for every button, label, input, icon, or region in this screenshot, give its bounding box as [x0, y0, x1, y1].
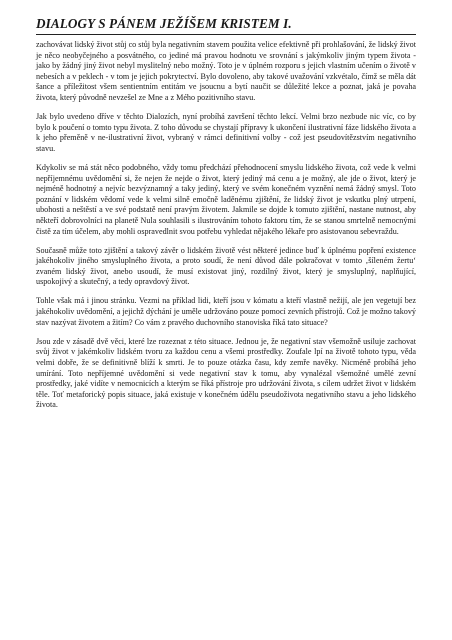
page-title: DIALOGY S PÁNEM JEŽÍŠEM KRISTEM I. [36, 16, 292, 31]
paragraph-6: Jsou zde v zásadě dvě věci, které lze rozeznat z této situace. Jednou je, že negativní stav všemožně usiluje zachovat svůj život v jakémkoliv lidském tvoru za každou cenu a všemi prostředky. Zoufale lpí na životě tohoto typu, věda velmi dobře, že se definitivně blíží k smrti. Je to pouze otázka času, kdy zemře navěky. Nicméně probíhá jeho umírání. Toto nepříjemné uvědomění si vede negativní stav k tomu, aby vynalézal všemožné umělé zevní prostředky, jaké vidíte v nemocnicích a kterým se říká přístroje pro udržování života, s cílem udržet život v lidském těle. Toť metaforický popis situace, jaká existuje v konečném údělu pseudoživota negativního stavu a jeho lidského života. [36, 336, 416, 410]
paragraph-3: Kdykoliv se má stát něco podobného, vždy tomu předchází přehodnocení smyslu lidského života, což vede k velmi nepříjemnému uvědomění si, že nejen že nejde o život, který jediný má cenu a je možný, ale jde o život, který je nejméně hodnotný a nejvíc bezvýznamný a taky jediný, který ve svém konečném vyznění nemá žádný smysl. Toto poznání v lidském vědomí vede k velmi silně emočně laděnému zjištění, že lidský život je vskutku plný utrpení, ubohosti a neštěstí a ve své podstatě není pravým životem. Jakmile se dojde k tomuto zjištění, nastane nutnost, aby někteří dobrovolníci na planetě Nula souhlasili s ilustrováním tohoto faktoru tím, že se stanou smrtelně nemocnými čistě za tím účelem, aby mohli ospravedlnit svou potřebu vyhledat nějakého lékaře pro asistovanou sebevraždu. [36, 162, 416, 236]
paragraph-1: zachovávat lidský život stůj co stůj byla negativním stavem použita velice efektivně při prohlašování, že lidský život je něco neobyčejného a posvátného, co jediné má pravou hodnotu ve srovnání s jakýmkoliv jiným typem života - jako by žádný jiný život nebyl myslitelný nebo možný. Toto je v úplném rozporu s jejich vlastním učením o životě v nebesích a v peklech - v tom je jejich pokrytectví. Bylo dovoleno, aby takové uvažování vzkvétalo, čímž se měla dát šance a příležitost všem sentientním entitám ve jsoucnu a bytí naučit se důležité lekce a poznat, jaká je povaha života, který původně nevzešel ze Mne a z Mého pozitivního stavu. [36, 40, 416, 102]
header-divider [36, 34, 416, 35]
paragraph-5: Tohle však má i jinou stránku. Vezmi na příklad lidi, kteří jsou v kómatu a kteří vlastně nežijí, ale jen vegetují bez jakéhokoliv uvědomění, a jejichž dýchání je uměle udržováno pouze pomocí zevních přístrojů. Což je možno takový stav nazývat životem a žitím? Co vám z pravého duchovního stanoviska říká tato situace? [36, 296, 416, 327]
paragraph-4: Současně může toto zjištění a takový závěr o lidském životě vést některé jedince buď k úplnému popření existence jakéhokoliv jiného smysluplného života, a proto soudí, že není důvod dále pokračovat v tomto ‚šíleném žertu‘ zvaném lidský život, anebo usoudí, že musí existovat jiný, rozdílný život, který je smysluplný, naplňující, uspokojivý a skutečný, a tedy opravdový život. [36, 245, 416, 287]
document-body [36, 40, 416, 419]
paragraph-2: Jak bylo uvedeno dříve v těchto Dialozích, nyní probíhá završení těchto lekcí. Velmi brzo nezbude nic víc, co by bylo k poučení o tomto typu života. Z toho důvodu se chystají přípravy k ukončení ilustrativní fáze lidského života a k jeho přeměně v ne-ilustrativní život, vybraný v rámci definitivní volby - což jest pseudovítězstvím negativního stavu. [36, 112, 416, 153]
page-header [36, 16, 416, 35]
